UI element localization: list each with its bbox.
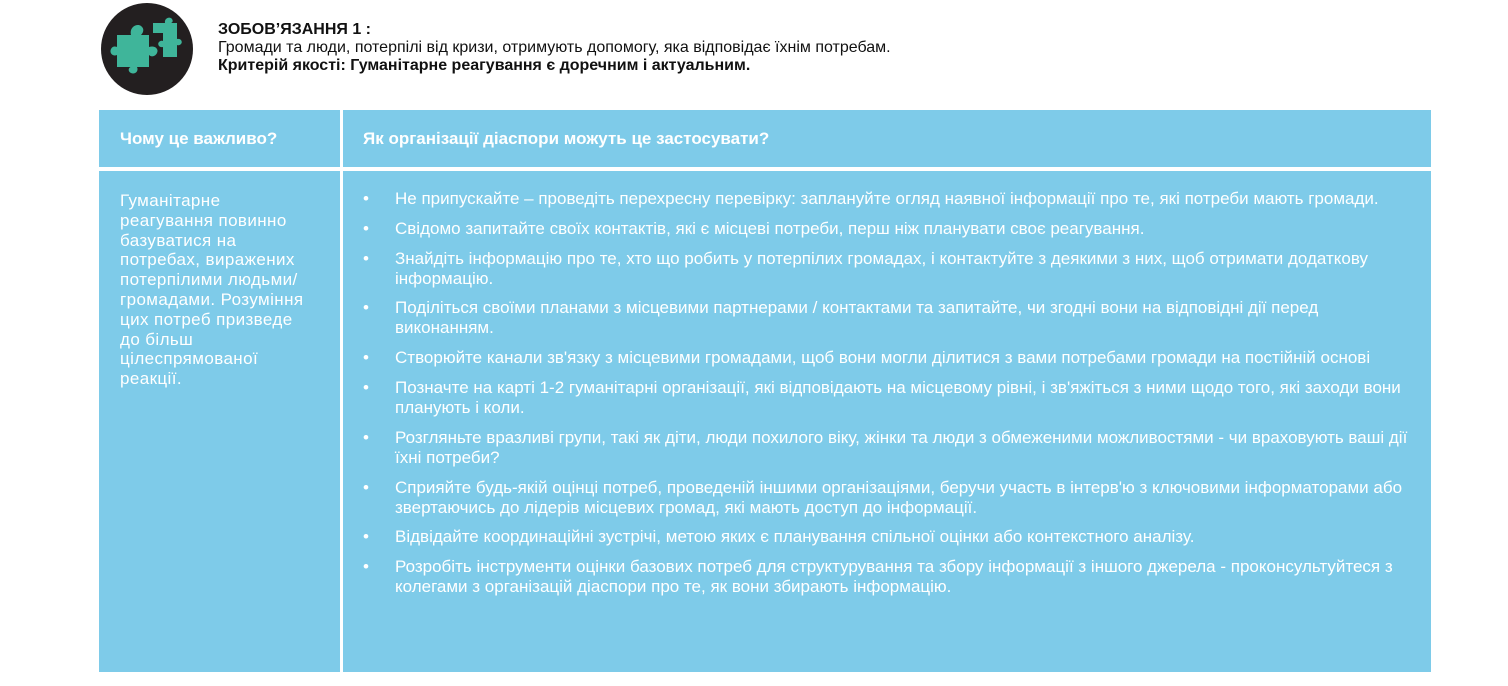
list-item: [343, 298, 1417, 338]
actions-list: [343, 189, 1417, 597]
commitment-title: ЗОБОВ’ЯЗАННЯ 1 :: [218, 21, 372, 38]
list-item-text: Позначте на карті 1-2 гуманітарні організації, які відповідають на місцевому рівні, і зв'яжіться з ними щодо того, які заходи вони планують і коли.: [395, 377, 1401, 417]
list-item: [343, 527, 1417, 547]
how-to-apply-header-label: Як організації діаспори можуть це застосувати?: [363, 128, 770, 148]
list-item-text: Не припускайте – проведіть перехресну перевірку: заплануйте огляд наявної інформації про те, які потреби мають громади.: [395, 189, 1379, 208]
bullet-icon: •: [363, 189, 369, 208]
bullet-icon: •: [363, 527, 369, 547]
list-item: [343, 378, 1417, 418]
list-item: [343, 478, 1417, 518]
why-important-header: [99, 110, 340, 167]
how-to-apply-cell: [343, 171, 1431, 672]
bullet-icon: •: [363, 298, 369, 318]
bullet-icon: •: [363, 477, 369, 497]
bullet-icon: •: [363, 248, 369, 268]
bullet-icon: •: [363, 218, 369, 238]
list-item-text: Сприяйте будь-якій оцінці потреб, проведеній іншими організаціями, беручи участь в інтерв'ю з ключовими інформаторами або звертаючись до лідерів місцевих громад, які мають доступ до інформації.: [395, 477, 1403, 517]
list-item-text: Створюйте канали зв'язку з місцевими громадами, щоб вони могли ділитися з вами потребами громади на постійній основі: [395, 348, 1371, 368]
list-item-text: Розгляньте вразливі групи, такі як діти, люди похилого віку, жінки та люди з обмеженими можливостями - чи враховують ваші дії їхні потреби?: [395, 427, 1408, 467]
list-item-text: Розробіть інструменти оцінки базових потреб для структурування та збору інформації з іншого джерела - проконсультуйтеся з колегами з організацій діаспори про те, як вони збирають інформацію.: [395, 557, 1393, 597]
commitment-header: [218, 21, 891, 75]
list-item: [343, 428, 1417, 468]
bullet-icon: •: [363, 427, 369, 447]
bullet-icon: •: [363, 557, 369, 577]
list-item: [343, 348, 1417, 368]
commitment-table: [99, 110, 1431, 672]
how-to-apply-header: [343, 110, 1431, 167]
why-important-header-label: Чому це важливо?: [120, 128, 278, 148]
why-important-cell: [99, 171, 340, 672]
list-item: [343, 219, 1417, 239]
bullet-icon: •: [363, 348, 369, 368]
why-important-text: Гуманітарне реагування повинно базуватися на потребах, виражених потерпілими людьми/ громадами. Розуміння цих потреб призведе до більш цілеспрямованої реакції.: [120, 191, 304, 389]
puzzle-logo-icon: [101, 3, 193, 95]
quality-criterion: Критерій якості: Гуманітарне реагування є доречним і актуальним.: [218, 57, 751, 74]
bullet-icon: •: [363, 377, 369, 397]
list-item: [343, 249, 1417, 289]
list-item: [343, 557, 1417, 597]
list-item-text: Поділіться своїми планами з місцевими партнерами / контактами та запитайте, чи згодні вони на відповідні дії перед виконанням.: [395, 298, 1319, 338]
commitment-subtitle: Громади та люди, потерпілі від кризи, отримують допомогу, яка відповідає їхнім потребам.: [218, 39, 891, 56]
list-item-text: Знайдіть інформацію про те, хто що робить у потерпілих громадах, і контактуйте з деякими з них, щоб отримати додаткову інформацію.: [395, 248, 1368, 288]
list-item: [343, 189, 1417, 209]
list-item-text: Свідомо запитайте своїх контактів, які є місцеві потреби, перш ніж планувати своє реагування.: [395, 218, 1145, 238]
list-item-text: Відвідайте координаційні зустрічі, метою яких є планування спільної оцінки або контекстного аналізу.: [395, 527, 1195, 547]
